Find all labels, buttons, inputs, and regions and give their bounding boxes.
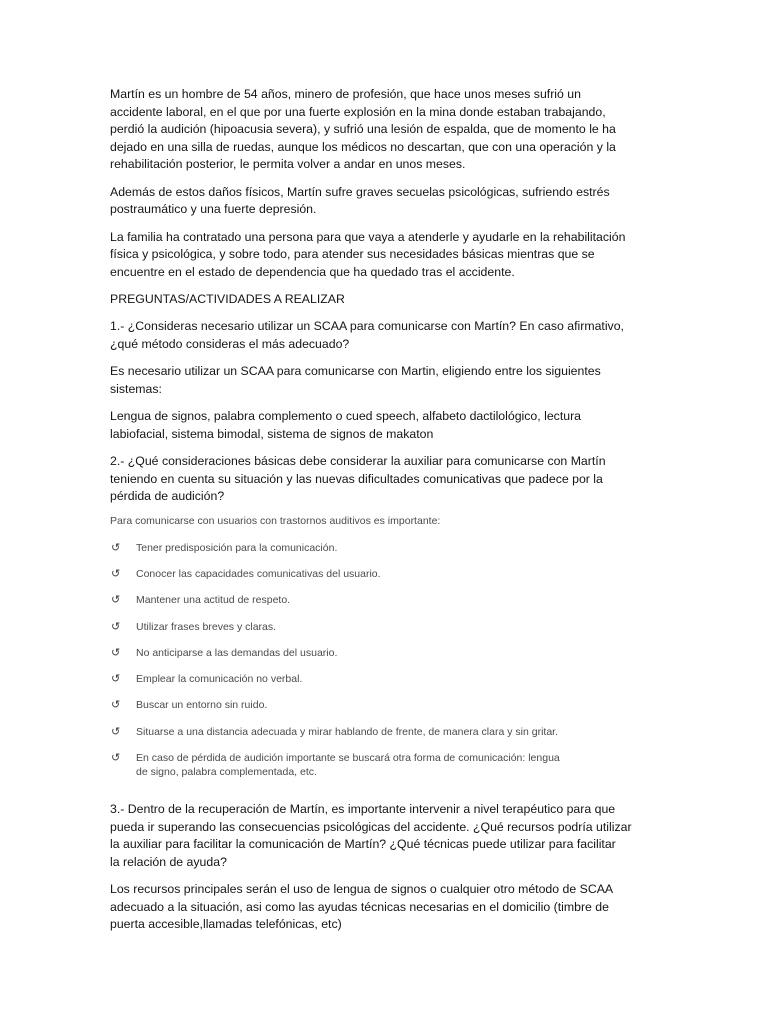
activities-heading (110, 291, 710, 309)
excerpt-list-item (110, 698, 710, 712)
circular-arrow-icon: ↺ (111, 750, 121, 764)
excerpt-title: Para comunicarse con usuarios con trastornos auditivos es importante: (110, 515, 441, 528)
paragraph-line: rehabilitación posterior, le permita volver a andar en unos meses. (110, 157, 466, 172)
paragraph-line: La familia ha contratado una persona para que vaya a atenderle y ayudarle en la rehabilitación (110, 229, 626, 244)
answer-line: puerta accesible,llamadas telefónicas, etc) (110, 917, 342, 932)
circular-arrow-icon: ↺ (111, 672, 121, 686)
circular-arrow-icon: ↺ (111, 698, 121, 712)
answer-line: labiofacial, sistema bimodal, sistema de signos de makaton (110, 426, 434, 441)
excerpt-list-item (110, 725, 710, 739)
excerpt-list-item (110, 567, 710, 581)
excerpt-item-text: En caso de pérdida de audición importante se buscará otra forma de comunicación: lengua (136, 751, 560, 764)
excerpt-list-item (110, 751, 710, 779)
question-line: 1.- ¿Consideras necesario utilizar un SCAA para comunicarse con Martín? En caso afirmativo, (110, 319, 624, 334)
answer-1 (110, 363, 710, 398)
excerpt-item-text: Situarse a una distancia adecuada y mirar hablando de frente, de manera clara y sin gritar. (136, 725, 558, 738)
circular-arrow-icon: ↺ (111, 645, 121, 659)
excerpt-list-item (110, 620, 710, 634)
communication-systems-list (110, 408, 710, 443)
circular-arrow-icon: ↺ (111, 724, 121, 738)
paragraph-line: Martín es un hombre de 54 años, minero de profesión, que hace unos meses sufrió un (110, 87, 581, 101)
answer-line: Lengua de signos, palabra complemento o cued speech, alfabeto dactilológico, lectura (110, 409, 582, 424)
answer-line: Es necesario utilizar un SCAA para comunicarse con Martin, eligiendo entre los siguientes (110, 364, 601, 379)
answer-line: Los recursos principales serán el uso de lengua de signos o cualquier otro método de SCAA (110, 882, 614, 897)
paragraph-line: dejado en una silla de ruedas, aunque los médicos no descartan, que con una operación y la (110, 139, 616, 154)
excerpt-item-text: de signo, palabra complementada, etc. (136, 765, 317, 778)
question-line: teniendo en cuenta su situación y las nuevas dificultades comunicativas que padece por la (110, 471, 603, 486)
paragraph-line: perdió la audición (hipoacusia severa), y sufrió una lesión de espalda, que de momento le ha (110, 122, 616, 137)
paragraph-line: física y psicológica, y sobre todo, para atender sus necesidades básicas mientras que se (110, 247, 595, 262)
excerpt-item-text: Utilizar frases breves y claras. (136, 620, 277, 633)
answer-line: adecuado a la situación, asi como las ayudas técnicas necesarias en el domicilio (timbre de (110, 899, 609, 914)
question-line: pueda ir superando las consecuencias psicológicas del accidente. ¿Qué recursos podría utilizar (110, 819, 632, 834)
excerpt-list-item (110, 646, 710, 660)
excerpt-item-text: Buscar un entorno sin ruido. (136, 699, 268, 712)
excerpt-list-item (110, 541, 710, 555)
question-1 (110, 318, 710, 353)
answer-3 (110, 881, 710, 934)
excerpt-item-text: Tener predisposición para la comunicación. (136, 541, 338, 554)
circular-arrow-icon: ↺ (111, 593, 121, 607)
excerpt-item-text: Conocer las capacidades comunicativas del usuario. (136, 568, 381, 581)
paragraph-line: accidente laboral, en el que por una fuerte explosión en la mina donde estaban trabajando, (110, 104, 606, 119)
case-description-paragraph (110, 86, 710, 174)
paragraph-line: Además de estos daños físicos, Martín sufre graves secuelas psicológicas, sufriendo estrés (110, 184, 610, 199)
question-line: la relación de ayuda? (110, 854, 227, 869)
answer-line: sistemas: (110, 381, 162, 396)
circular-arrow-icon: ↺ (111, 619, 121, 633)
excerpt-item-text: No anticiparse a las demandas del usuario. (136, 646, 338, 659)
excerpt-item-text: Mantener una actitud de respeto. (136, 594, 291, 607)
question-line: 2.- ¿Qué consideraciones básicas debe considerar la auxiliar para comunicarse con Martín (110, 453, 606, 468)
excerpt-list-item (110, 672, 710, 686)
pasted-excerpt-image (110, 515, 710, 778)
question-line: pérdida de audición? (110, 489, 225, 504)
circular-arrow-icon: ↺ (111, 540, 121, 554)
excerpt-item-text: Emplear la comunicación no verbal. (136, 673, 303, 686)
paragraph-line: encuentre en el estado de dependencia que ha quedado tras el accidente. (110, 264, 515, 279)
family-care-paragraph (110, 229, 710, 282)
question-3 (110, 801, 710, 871)
paragraph-line: postraumático y una fuerte depresión. (110, 202, 317, 217)
psychological-effects-paragraph (110, 184, 710, 219)
excerpt-list-item (110, 593, 710, 607)
question-2 (110, 453, 710, 506)
heading-text: PREGUNTAS/ACTIVIDADES A REALIZAR (110, 292, 345, 306)
circular-arrow-icon: ↺ (111, 567, 121, 581)
question-line: la auxiliar para facilitar la comunicación de Martín? ¿Qué técnicas puede utilizar para facilitar (110, 837, 616, 852)
question-line: ¿qué método consideras el más adecuado? (110, 336, 350, 351)
question-line: 3.- Dentro de la recuperación de Martín, es importante intervenir a nivel terapéutico para que (110, 801, 616, 816)
document-body (110, 86, 710, 943)
